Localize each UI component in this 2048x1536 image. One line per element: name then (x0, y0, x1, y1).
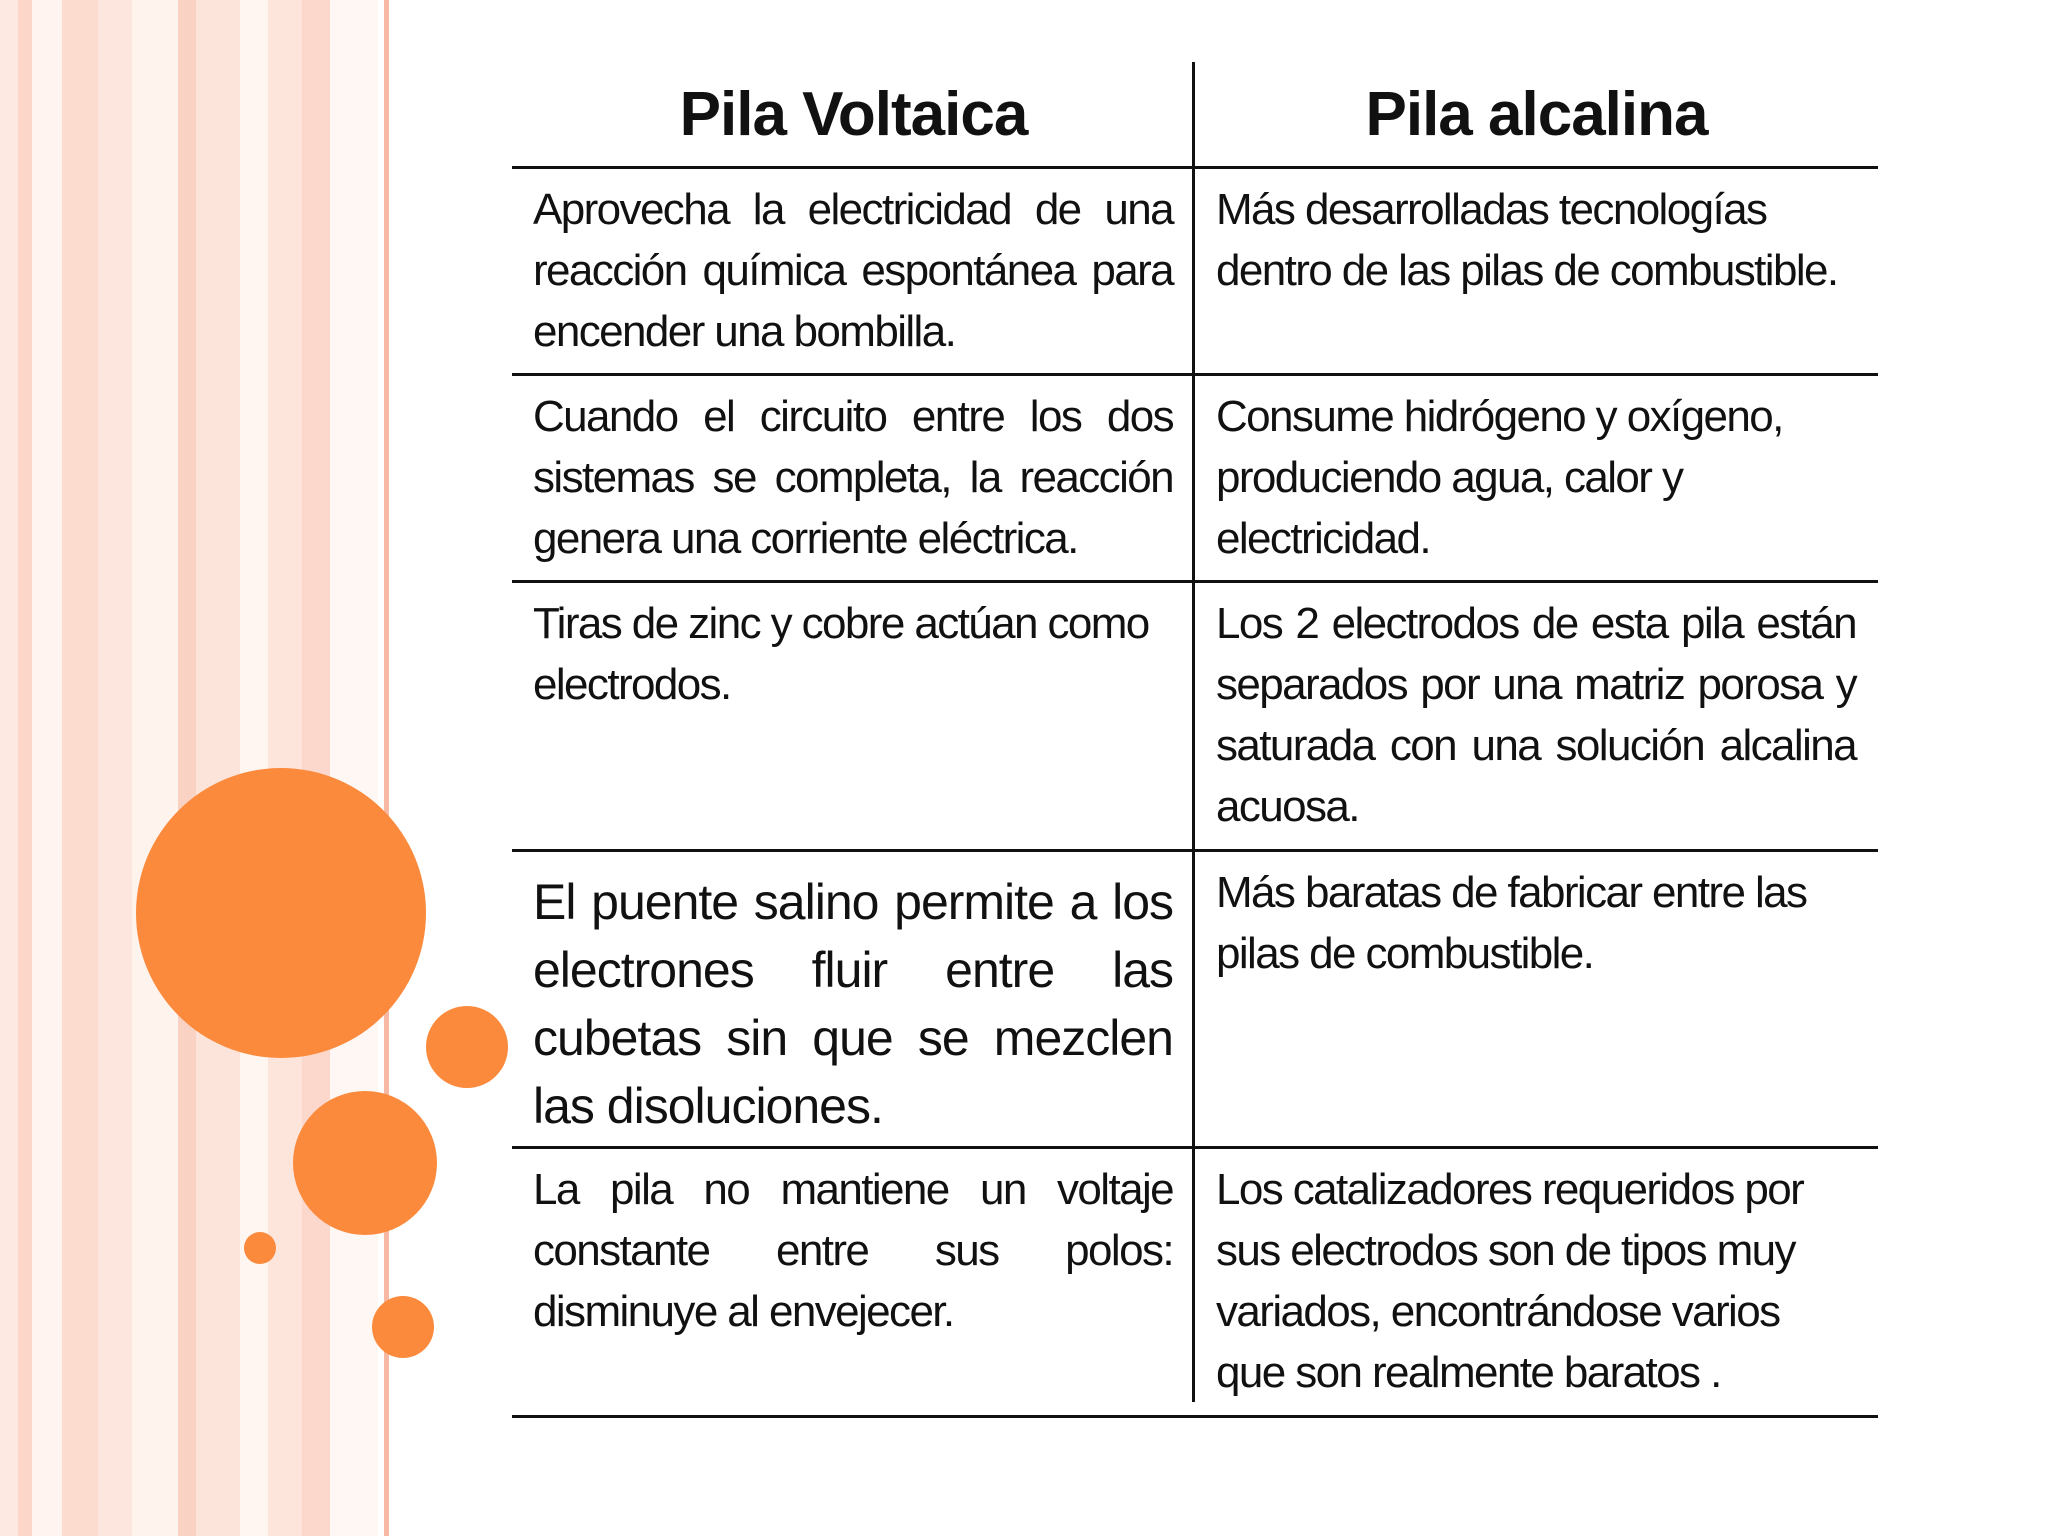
table-row (512, 376, 1878, 583)
table-row (512, 169, 1878, 376)
decorative-stripes (0, 0, 400, 1536)
small-circle-decoration-2 (372, 1296, 434, 1358)
cell-voltaica: Tiras de zinc y cobre actúan como electrodos. (533, 599, 1149, 709)
comparison-table (512, 62, 1878, 1418)
table-row (512, 583, 1878, 852)
cell-alcalina: Más desarrolladas tecnologías dentro de las pilas de combustible. (1216, 185, 1838, 295)
tiny-circle-decoration (244, 1232, 276, 1264)
table-row (512, 1149, 1878, 1418)
cell-voltaica: Cuando el circuito entre los dos sistemas se completa, la reacción genera una corriente eléctrica. (533, 392, 1173, 563)
cell-voltaica: Aprovecha la electricidad de una reacción química espontánea para encender una bombilla. (533, 185, 1173, 356)
cell-alcalina: Los catalizadores requeridos por sus electrodos son de tipos muy variados, encontrándose varios que son realmente baratos . (1216, 1165, 1804, 1397)
column-divider (1192, 62, 1195, 1402)
large-circle-decoration (136, 768, 426, 1058)
cell-alcalina: Los 2 electrodos de esta pila están separados por una matriz porosa y saturada con una solución alcalina acuosa. (1216, 599, 1856, 831)
header-pila-voltaica: Pila Voltaica (679, 80, 1028, 149)
table-header-row (512, 62, 1878, 169)
cell-voltaica: El puente salino permite a los electrones fluir entre las cubetas sin que se mezclen las disoluciones. (533, 874, 1173, 1134)
cell-voltaica: La pila no mantiene un voltaje constante entre sus polos: disminuye al envejecer. (533, 1165, 1173, 1336)
medium-circle-decoration (293, 1091, 437, 1235)
header-pila-alcalina: Pila alcalina (1365, 80, 1708, 149)
cell-alcalina: Consume hidrógeno y oxígeno, produciendo agua, calor y electricidad. (1216, 392, 1783, 563)
small-circle-decoration (426, 1006, 508, 1088)
table-row (512, 852, 1878, 1149)
cell-alcalina: Más baratas de fabricar entre las pilas de combustible. (1216, 868, 1807, 978)
